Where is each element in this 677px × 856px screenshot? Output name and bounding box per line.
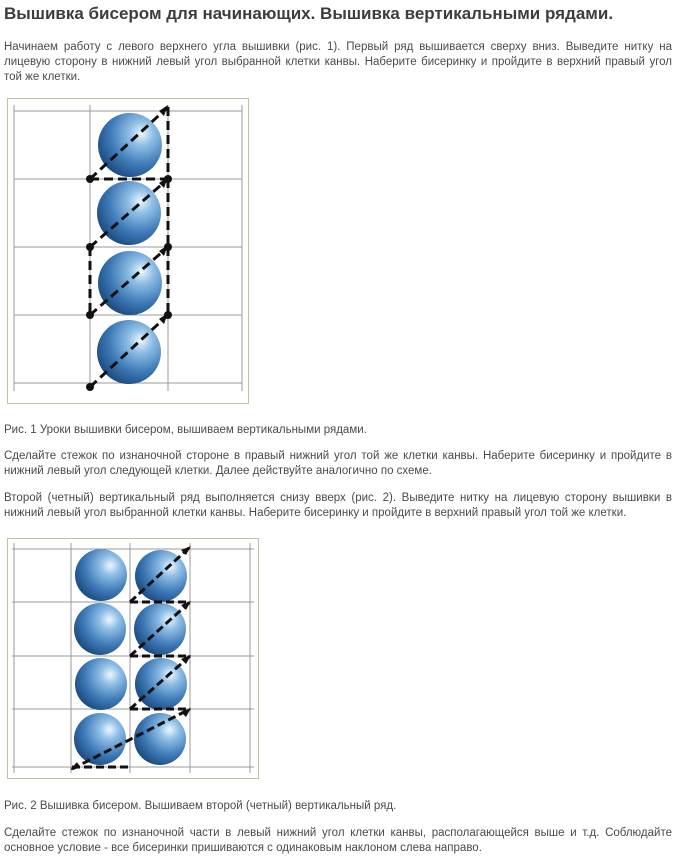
figure-1-caption: Рис. 1 Уроки вышивки бисером, вышиваем вертикальными рядами. [4, 424, 367, 436]
figure-2 [7, 538, 259, 779]
figure-2-diagram [8, 539, 258, 778]
figure-2-caption: Рис. 2 Вышивка бисером. Вышиваем второй (четный) вертикальный ряд. [4, 800, 397, 812]
bead [75, 658, 127, 710]
bead [75, 549, 127, 601]
figure-1 [7, 98, 249, 404]
paragraph-conclusion: Сделайте стежок по изнаночной части в левый нижний угол клетки канвы, располагающейся выше и т.д. Соблюдайте основное условие - все бисеринки пришиваются с одинаковым наклоном слева направо. [4, 827, 672, 854]
bead [74, 603, 126, 655]
figure-1-diagram [8, 99, 248, 403]
bead [134, 713, 186, 765]
bead [97, 181, 161, 245]
paragraph-second-row: Второй (четный) вертикальный ряд выполняется снизу вверх (рис. 2). Выведите нитку на лицевую сторону вышивки в нижний левый угол выбранной клетки канвы. Наберите бисеринку и пройдите в верхний правый угол той же клетки. [4, 492, 672, 519]
beads-row-1 [74, 549, 127, 765]
canvas-grid [12, 543, 254, 773]
beads [97, 113, 162, 384]
paragraph-stitch: Сделайте стежок по изнаночной стороне в правый нижний угол той же клетки канвы. Наберите бисеринку и пройдите в нижний левый угол следующей клетки. Далее действуйте аналогично по схеме. [4, 450, 672, 477]
article-title: Вышивка бисером для начинающих. Вышивка вертикальными рядами. [4, 4, 614, 23]
bead [74, 713, 126, 765]
bead [98, 251, 162, 315]
paragraph-intro: Начинаем работу с левого верхнего угла вышивки (рис. 1). Первый ряд вышивается сверху вниз. Выведите нитку на лицевую сторону в нижний левый угол выбранной клетки канвы. Наберите бисеринку и пройдите в верхний правый угол той же клетки. [4, 41, 672, 83]
